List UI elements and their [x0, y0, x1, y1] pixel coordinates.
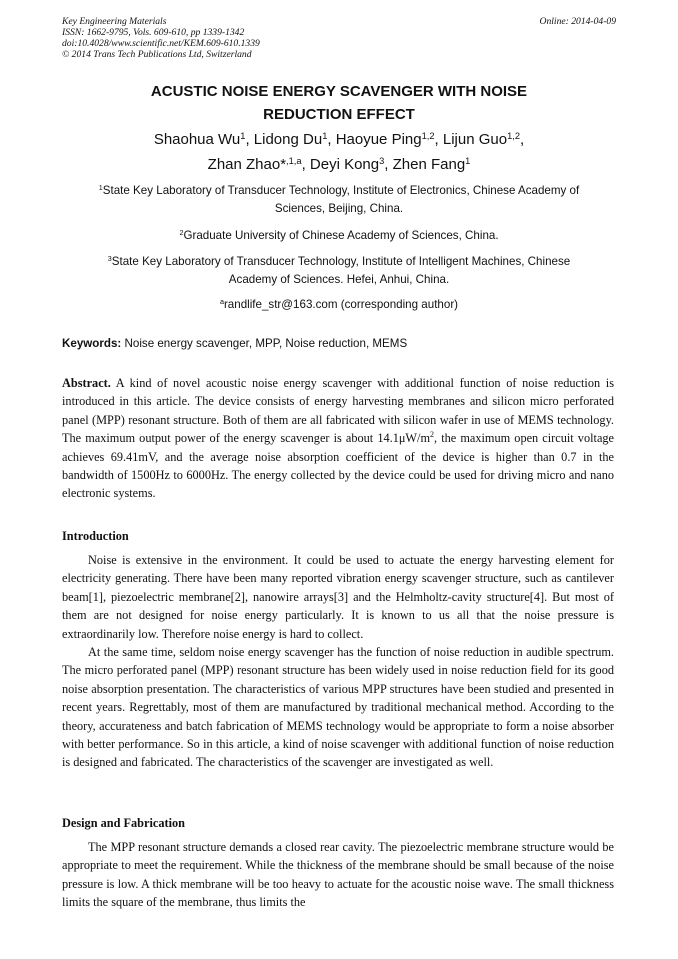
- affiliation-mark: 3: [107, 254, 112, 264]
- affiliation-3: [62, 253, 616, 289]
- author-affiliation-mark: 1,2: [507, 130, 521, 141]
- intro-paragraph-2: At the same time, seldom noise energy scavenger has the function of noise reduction in audible spectrum. The micro perforated panel (MPP) resonant structure has been widely used in noise reduction field for its good noise absorption presentation. The characteristics of various MPP structures have been studied and presented in recent years. Regrettably, most of them are manufactured by traditional mechanical method. According to the theory, accurateness and batch fabrication of MEMS technology would be appropriate to form a noise absorber with better performance. So in this article, a kind of noise scavenger with additional function of noise reduction is designed and fabricated. The characteristics of the scavenger are investigated as well.: [62, 645, 614, 770]
- online-date: Online: 2014-04-09: [539, 16, 616, 27]
- corresponding-email: [62, 296, 616, 314]
- keywords-text: Noise energy scavenger, MPP, Noise reduction, MEMS: [121, 337, 408, 350]
- author-name: Shaohua Wu: [153, 131, 241, 148]
- affiliation-1: [62, 182, 616, 218]
- affiliation-mark: 1: [98, 183, 103, 193]
- author-name: , Haoyue Ping: [327, 131, 422, 148]
- author-separator: ,: [520, 131, 525, 148]
- abstract-label: Abstract.: [62, 376, 111, 390]
- author-affiliation-mark: 1: [240, 130, 246, 141]
- author-name: , Deyi Kong: [301, 156, 380, 173]
- author-name: , Lidong Du: [245, 131, 323, 148]
- journal-doi: doi:10.4028/www.scientific.net/KEM.609-610.1339: [62, 38, 260, 49]
- author-line-1: [62, 127, 616, 152]
- journal-header: [62, 16, 616, 60]
- title-line-2: REDUCTION EFFECT: [263, 106, 415, 123]
- intro-paragraph-1: Noise is extensive in the environment. It could be used to actuate the energy harvesting element for electricity generating. There have been many reported vibration energy scavenger structure, such as cantilever beam[1], piezoelectric membrane[2], nanowire arrays[3] and the Helmholtz-cavity structure[4]. But most of them are not designed for noise energy particularly. It is known to us all that the noise pressure is extraordinarily low. Therefore noise energy is hard to collect.: [62, 553, 614, 641]
- abstract: Abstract. A kind of novel acoustic noise energy scavenger with additional function of noise reduction is introduced in this article. The device consists of energy harvesting membranes and silicon micro perforated panel (MPP) resonant structure. Both of them are all fabricated with silicon wafer in use of MEMS technology. The maximum output power of the energy scavenger is about $14.1\mu W/m^2$, the maximum open circuit voltage achieves 69.41mV, and the average noise absorption coefficient of the device is higher than 0.7 in the bandwidth of 1500Hz to 6000Hz. The energy collected by the device could be used for driving micro and nano electronic systems.: [62, 376, 615, 501]
- author-affiliation-mark: 1,2: [421, 130, 435, 141]
- author-name: , Zhen Fang: [384, 156, 466, 173]
- author-name: Zhan Zhao*: [207, 156, 287, 173]
- keywords-label: Keywords:: [62, 337, 122, 350]
- affiliation-2: $^2$Graduate University of Chinese Academy of Sciences, China.: [179, 228, 499, 242]
- paper-title: [62, 80, 616, 126]
- author-list: [62, 127, 616, 177]
- author-affiliation-mark: ,1,a: [286, 155, 302, 166]
- journal-name: Key Engineering Materials: [62, 16, 167, 27]
- author-affiliation-mark: 1: [322, 130, 328, 141]
- affiliation-3-line-2: Academy of Sciences. Hefei, Anhui, China.: [228, 273, 450, 286]
- email-mark: a: [219, 297, 224, 307]
- author-line-2: [62, 152, 616, 177]
- journal-issn: ISSN: 1662-9795, Vols. 609-610, pp 1339-1342: [62, 27, 245, 38]
- keywords: [62, 336, 616, 352]
- author-affiliation-mark: 3: [379, 155, 385, 166]
- design-paragraph-1: The MPP resonant structure demands a closed rear cavity. The piezoelectric membrane structure would be appropriate to meet the requirement. While the thickness of the membrane should be small because of the noise pressure is low. A thick membrane will be too heavy to actuate for the acoustic noise wave. The small thickness limits the square of the membrane, thus limits the: [62, 840, 614, 910]
- affiliation-1-line-1: $^1$State Key Laboratory of Transducer Technology, Institute of Electronics, Chinese Academy of: [98, 183, 580, 197]
- title-line-1: ACUSTIC NOISE ENERGY SCAVENGER WITH NOISE: [150, 83, 528, 100]
- affiliation-mark: 2: [179, 228, 184, 238]
- affiliation-1-line-2: Sciences, Beijing, China.: [274, 202, 404, 215]
- section-heading-introduction: Introduction: [62, 529, 129, 543]
- section-heading-design: Design and Fabrication: [62, 816, 185, 830]
- author-affiliation-mark: 1: [465, 155, 471, 166]
- superscript: 2: [430, 430, 435, 440]
- email-link[interactable]: randlife_str@163.com (corresponding author): [223, 298, 459, 311]
- author-name: , Lijun Guo: [434, 131, 508, 148]
- affiliation-3-line-1: $^3$State Key Laboratory of Transducer Technology, Institute of Intelligent Machines, Chinese: [107, 254, 571, 268]
- journal-copyright: © 2014 Trans Tech Publications Ltd, Switzerland: [62, 49, 252, 60]
